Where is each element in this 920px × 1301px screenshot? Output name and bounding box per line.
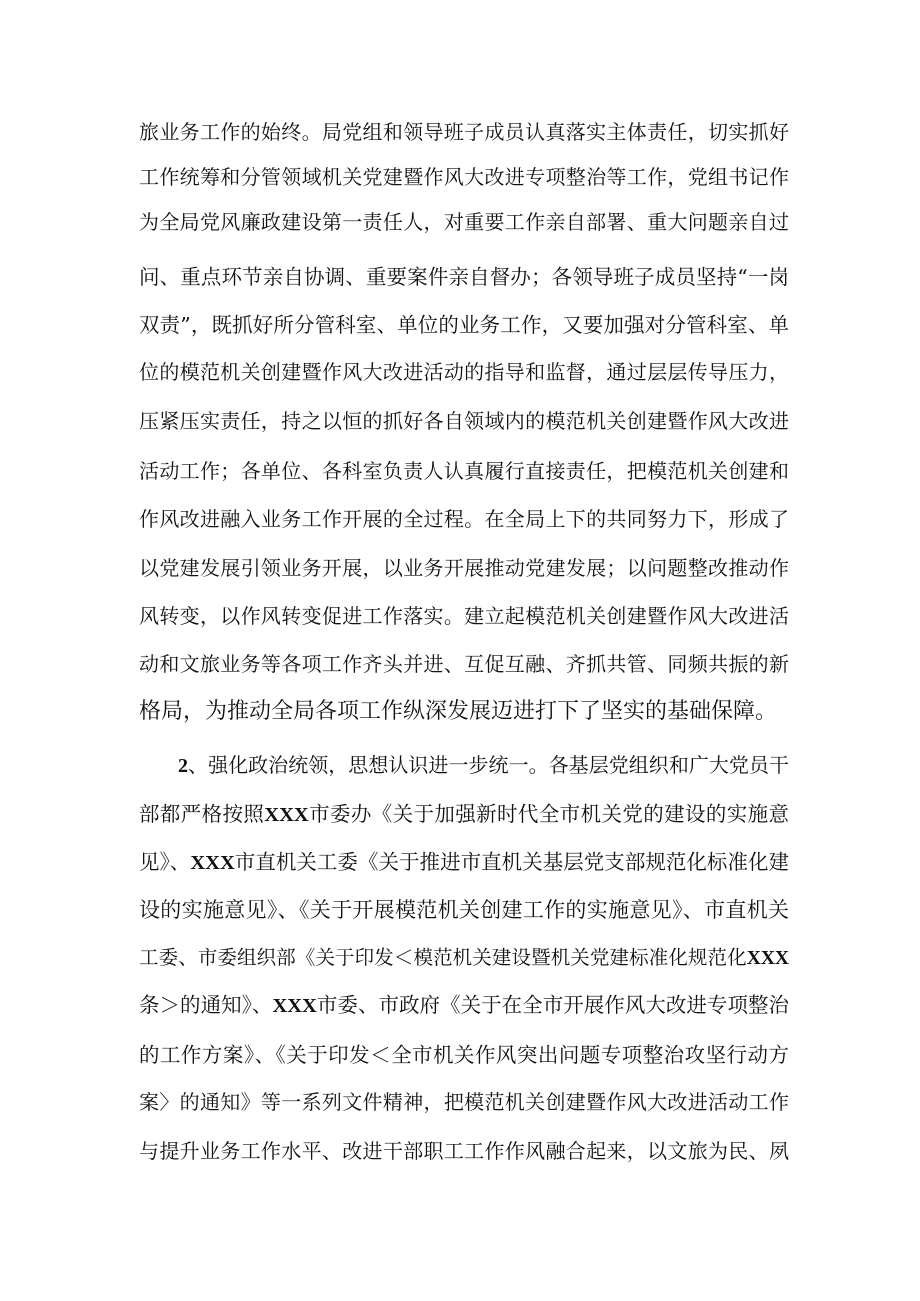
placeholder-xxx: XXX (190, 852, 235, 874)
paragraph-2-line-6 (139, 990, 789, 1020)
placeholder-xxx: XXX (746, 948, 789, 969)
paragraph-1-line-8: 活动工作；各单位、各科室负责人认真履行直接责任，把模范机关创建和 (139, 459, 789, 483)
paragraph-2-line-5 (139, 943, 789, 973)
paragraph-2-line-1 (178, 750, 789, 780)
paragraph-2-line-3-pre: 见》、 (139, 850, 191, 874)
paragraph-2-line-7: 的工作方案》、《关于印发＜全市机关作风突出问题专项整治攻坚行动方 (139, 1043, 789, 1067)
paragraph-2-line-2 (139, 799, 789, 829)
placeholder-xxx: XXX (272, 995, 317, 1017)
paragraph-1-line-5: 双责”，既抓好所分管科室、单位的业务工作，又要加强对分管科室、单 (139, 313, 789, 337)
paragraph-1-line-13: 格局，为推动全局各项工作纵深发展迈进打下了坚实的基础保障。 (139, 699, 778, 724)
paragraph-1-line-7: 压紧压实责任，持之以恒的抓好各自领域内的模范机关创建暨作风大改进 (139, 409, 789, 433)
paragraph-1-line-2: 工作统筹和分管领域机关党建暨作风大改进专项整治等工作，党组书记作 (139, 165, 789, 189)
paragraph-2-line-3-post: 市直机关工委《关于推进市直机关基层党支部规范化标准化建 (234, 850, 790, 874)
placeholder-xxx: XXX (264, 804, 309, 826)
paragraph-2-line-6-post: 市委、市政府《关于在全市开展作风大改进专项整治 (316, 993, 790, 1017)
paragraph-2-line-2-post: 市委办《关于加强新时代全市机关党的建设的实施意 (308, 802, 790, 826)
paragraph-2-line-6-pre: 条＞的通知》、 (139, 993, 273, 1017)
paragraph-2-line-8: 案〉的通知》等一系列文件精神，把模范机关创建暨作风大改进活动工作 (139, 1090, 789, 1114)
paragraph-2-line-4: 设的实施意见》、《关于开展模范机关创建工作的实施意见》、市直机关 (139, 898, 789, 922)
paragraph-1-line-11: 风转变，以作风转变促进工作落实。建立起模范机关创建暨作风大改进活 (139, 604, 789, 628)
paragraph-1-line-3: 为全局党风廉政建设第一责任人，对重要工作亲自部署、重大问题亲自过 (139, 210, 789, 234)
paragraph-1-line-10: 以党建发展引领业务开展，以业务开展推动党建发展；以问题整改推动作 (139, 556, 789, 580)
paragraph-1-line-4: 问、重点环节亲自协调、重要案件亲自督办；各领导班子成员坚持“一岗 (139, 265, 789, 289)
paragraph-1-line-6: 位的模范机关创建暨作风大改进活动的指导和监督，通过层层传导压力， (139, 360, 789, 384)
paragraph-1-line-9: 作风改进融入业务工作开展的全过程。在全局上下的共同努力下，形成了 (139, 507, 789, 531)
paragraph-2-line-5-pre: 工委、市委组织部《关于印发＜模范机关建设暨机关党建标准化规范化 (139, 946, 747, 969)
paragraph-2-line-9: 与提升业务工作水平、改进干部职工工作作风融合起来，以文旅为民、夙 (139, 1139, 789, 1163)
paragraph-2-line-2-pre: 部都严格按照 (139, 802, 265, 826)
paragraph-1-line-12: 动和文旅业务等各项工作齐头并进、互促互融、齐抓共管、同频共振的新 (139, 652, 789, 676)
paragraph-2-line-1-text: 、强化政治统领，思想认识进一步统一。各基层党组织和广大党员干 (188, 753, 789, 777)
paragraph-1-line-1: 旅业务工作的始终。局党组和领导班子成员认真落实主体责任，切实抓好 (139, 120, 789, 144)
section-number: 2 (178, 755, 188, 777)
paragraph-2-line-3 (139, 847, 789, 877)
